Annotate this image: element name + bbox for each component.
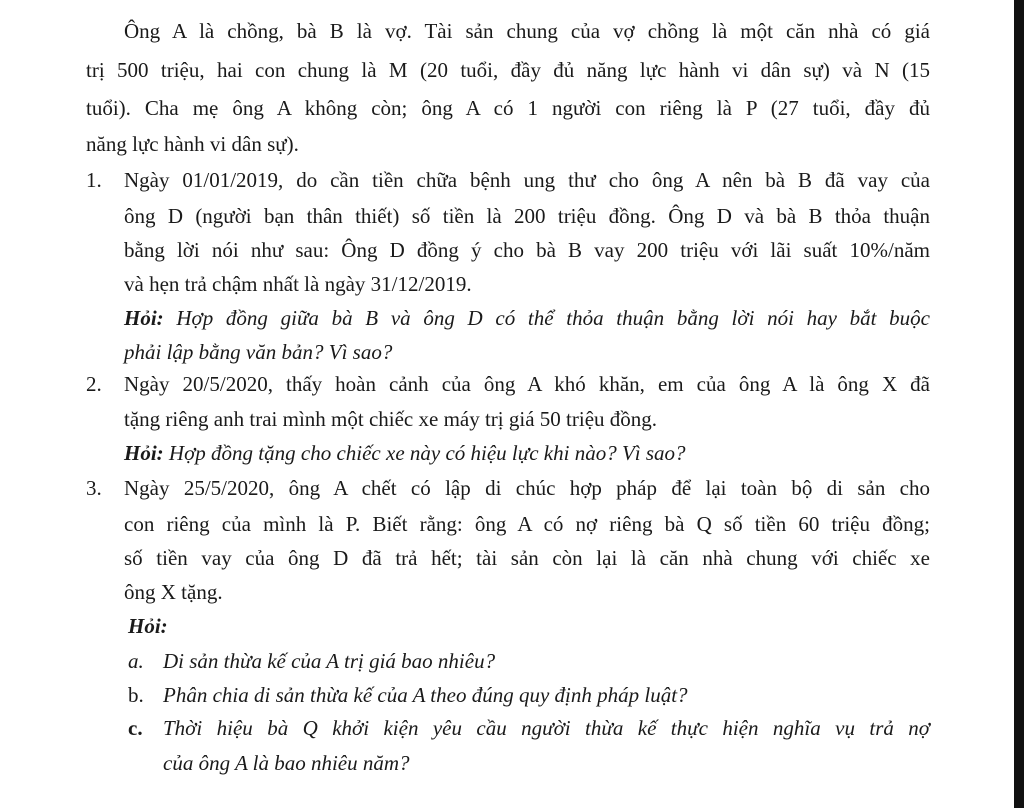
q3-line: con riêng của mình là P. Biết rằng: ông A có nợ riêng bà Q số tiền 60 triệu đồng; <box>124 512 930 536</box>
page-edge-shadow <box>1014 0 1024 808</box>
ask-text: Hợp đồng giữa bà B và ông D có thể thỏa thuận bằng lời nói hay bắt buộc <box>163 306 930 330</box>
ask-text: Hợp đồng tặng cho chiếc xe này có hiệu lực khi nào? Vì sao? <box>163 441 686 465</box>
sub-question-letter: b. <box>128 683 144 707</box>
intro-line: năng lực hành vi dân sự). <box>86 132 299 156</box>
intro-line: trị 500 triệu, hai con chung là M (20 tuổi, đầy đủ năng lực hành vi dân sự) và N (15 <box>86 58 930 82</box>
q2-ask-line <box>124 439 686 467</box>
q1-line: ông D (người bạn thân thiết) số tiền là 200 triệu đồng. Ông D và bà B thỏa thuận <box>124 204 930 228</box>
intro-line: tuổi). Cha mẹ ông A không còn; ông A có 1 người con riêng là P (27 tuổi, đầy đủ <box>86 96 930 120</box>
ask-label: Hỏi: <box>128 614 168 638</box>
q3-line: số tiền vay của ông D đã trả hết; tài sản còn lại là căn nhà chung với chiếc xe <box>124 546 930 570</box>
sub-question-letter: c. <box>128 716 143 740</box>
question-number: 3. <box>86 476 102 500</box>
sub-question-line: Phân chia di sản thừa kế của A theo đúng quy định pháp luật? <box>163 683 688 707</box>
q1-line: Ngày 01/01/2019, do cần tiền chữa bệnh ung thư cho ông A nên bà B đã vay của <box>124 168 930 192</box>
sub-question-letter: a. <box>128 649 144 673</box>
q1-ask-line: phải lập bằng văn bản? Vì sao? <box>124 340 393 364</box>
question-number: 1. <box>86 168 102 192</box>
q1-line: bằng lời nói như sau: Ông D đồng ý cho bà B vay 200 triệu với lãi suất 10%/năm <box>124 238 930 262</box>
ask-label: Hỏi: <box>124 306 164 330</box>
q1-line: và hẹn trả chậm nhất là ngày 31/12/2019. <box>124 272 472 296</box>
q2-line: tặng riêng anh trai mình một chiếc xe máy trị giá 50 triệu đồng. <box>124 407 658 431</box>
question-number: 2. <box>86 372 102 396</box>
q3-line: Ngày 25/5/2020, ông A chết có lập di chúc hợp pháp để lại toàn bộ di sản cho <box>124 476 930 500</box>
sub-question-line: Thời hiệu bà Q khởi kiện yêu cầu người thừa kế thực hiện nghĩa vụ trả nợ <box>163 716 930 740</box>
ask-label: Hỏi: <box>124 441 164 465</box>
q3-line: ông X tặng. <box>124 580 223 604</box>
sub-question-line: Di sản thừa kế của A trị giá bao nhiêu? <box>163 649 496 673</box>
q1-ask-line <box>124 304 930 332</box>
sub-question-line: của ông A là bao nhiêu năm? <box>163 751 410 775</box>
intro-line: Ông A là chồng, bà B là vợ. Tài sản chung của vợ chồng là một căn nhà có giá <box>124 19 930 43</box>
q2-line: Ngày 20/5/2020, thấy hoàn cảnh của ông A khó khăn, em của ông A là ông X đã <box>124 372 930 396</box>
